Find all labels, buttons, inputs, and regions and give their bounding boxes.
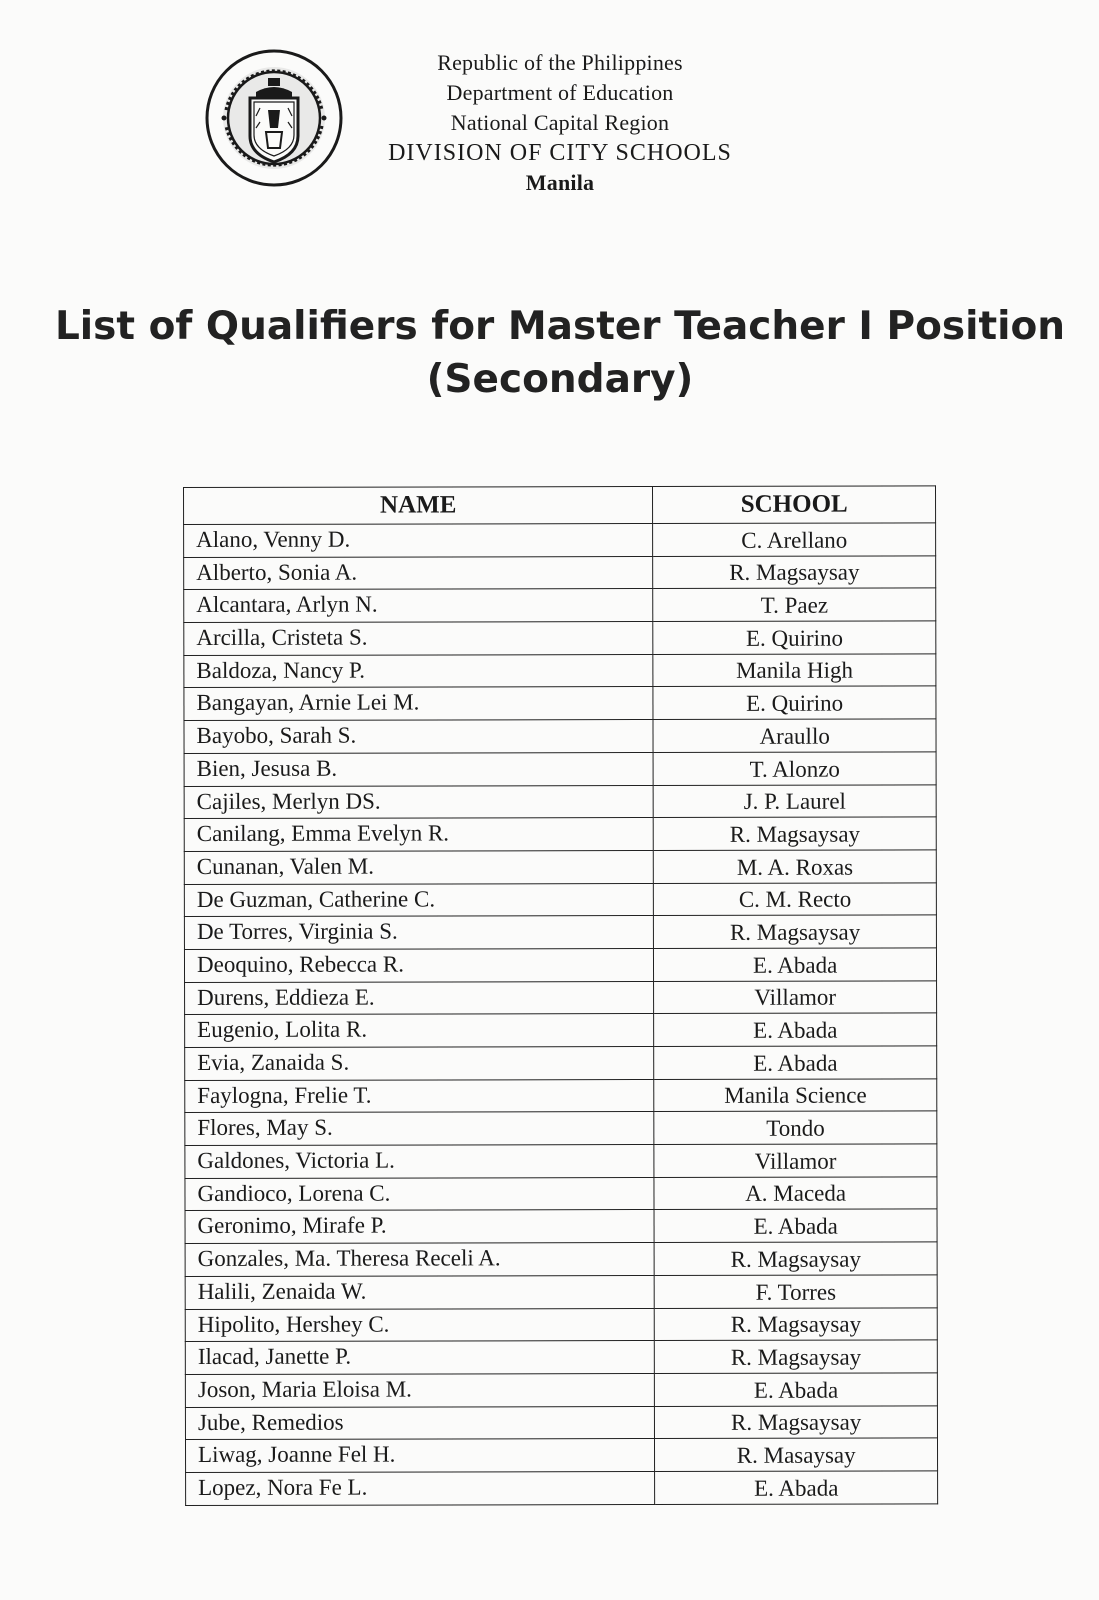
qualifier-school-cell: R. Magsaysay <box>653 556 936 589</box>
table-header-row <box>184 486 936 525</box>
qualifier-name-cell: Flores, May S. <box>185 1112 654 1146</box>
table-row <box>184 915 936 949</box>
table-row <box>185 981 937 1015</box>
qualifier-school-cell: R. Magsaysay <box>654 817 937 850</box>
qualifier-school-cell: R. Magsaysay <box>654 915 937 948</box>
table-row <box>185 1438 937 1472</box>
qualifier-school-cell: E. Abada <box>654 1209 937 1242</box>
table-row <box>185 1046 937 1080</box>
qualifier-name-cell: De Guzman, Catherine C. <box>184 883 653 917</box>
qualifier-school-cell: J. P. Laurel <box>653 784 936 817</box>
qualifier-school-cell: Manila High <box>653 654 936 687</box>
letterhead-division: DIVISION OF CITY SCHOOLS <box>388 140 732 166</box>
qualifier-school-cell: E. Abada <box>655 1471 938 1504</box>
table-row <box>184 882 936 916</box>
qualifier-name-cell: Evia, Zanaida S. <box>185 1047 654 1081</box>
table-row <box>184 588 936 622</box>
qualifier-name-cell: Halili, Zenaida W. <box>185 1275 654 1309</box>
table-row <box>184 556 936 590</box>
table-row <box>185 1209 937 1243</box>
table-row <box>185 1307 937 1341</box>
table-row <box>185 1340 937 1374</box>
table-row <box>184 654 936 688</box>
letterhead-region: National Capital Region <box>450 110 670 135</box>
qualifier-name-cell: Cunanan, Valen M. <box>184 850 653 884</box>
qualifier-school-cell: Villamor <box>654 1144 937 1177</box>
qualifier-name-cell: Eugenio, Lolita R. <box>185 1014 654 1048</box>
letterhead <box>340 48 780 198</box>
qualifier-school-cell: E. Abada <box>654 948 937 981</box>
letterhead-city: Manila <box>525 170 595 195</box>
title-line-1: List of Qualifiers for Master Teacher I Position <box>54 304 1066 349</box>
qualifier-school-cell: E. Abada <box>655 1373 938 1406</box>
name-column-header: NAME <box>184 487 653 525</box>
qualifier-school-cell: Villamor <box>654 981 937 1014</box>
qualifier-school-cell: A. Maceda <box>654 1177 937 1210</box>
qualifier-name-cell: Bayobo, Sarah S. <box>184 720 653 754</box>
qualifier-name-cell: Alcantara, Arlyn N. <box>184 589 653 623</box>
qualifier-name-cell: Deoquino, Rebecca R. <box>184 948 653 982</box>
table-row <box>184 523 936 557</box>
qualifier-name-cell: Faylogna, Frelie T. <box>185 1079 654 1113</box>
qualifier-name-cell: Galdones, Victoria L. <box>185 1145 654 1179</box>
letterhead-republic: Republic of the Philippines <box>437 50 683 75</box>
qualifier-name-cell: Arcilla, Cristeta S. <box>184 622 653 656</box>
table-body <box>184 523 938 1505</box>
table-row <box>185 1405 937 1439</box>
table-row <box>184 686 936 720</box>
qualifier-name-cell: Canilang, Emma Evelyn R. <box>184 818 653 852</box>
qualifier-name-cell: Cajiles, Merlyn DS. <box>184 785 653 819</box>
qualifier-school-cell: R. Magsaysay <box>655 1340 938 1373</box>
title-line-2: (Secondary) <box>426 357 694 402</box>
qualifier-school-cell: R. Magsaysay <box>655 1307 938 1340</box>
qualifier-school-cell: C. Arellano <box>653 523 936 556</box>
qualifier-name-cell: Ilacad, Janette P. <box>185 1341 654 1375</box>
qualifier-name-cell: Bangayan, Arnie Lei M. <box>184 687 653 721</box>
qualifier-school-cell: R. Magsaysay <box>654 1242 937 1275</box>
table-row <box>184 784 936 818</box>
qualifier-school-cell: Araullo <box>653 719 936 752</box>
table-row <box>184 621 936 655</box>
qualifier-name-cell: Liwag, Joanne Fel H. <box>185 1439 654 1473</box>
qualifier-name-cell: De Torres, Virginia S. <box>184 916 653 950</box>
table-row <box>184 948 936 982</box>
qualifier-name-cell: Hipolito, Hershey C. <box>185 1308 654 1342</box>
qualifier-name-cell: Lopez, Nora Fe L. <box>186 1471 655 1505</box>
qualifier-name-cell: Gonzales, Ma. Theresa Receli A. <box>185 1243 654 1277</box>
table-row <box>184 752 936 786</box>
qualifier-school-cell: R. Magsaysay <box>655 1405 938 1438</box>
qualifier-name-cell: Bien, Jesusa B. <box>184 752 653 786</box>
qualifier-school-cell: T. Alonzo <box>653 752 936 785</box>
qualifier-school-cell: E. Abada <box>654 1013 937 1046</box>
table-row <box>184 817 936 851</box>
table-row <box>184 719 936 753</box>
letterhead-department: Department of Education <box>446 80 674 105</box>
qualifier-name-cell: Joson, Maria Eloisa M. <box>185 1373 654 1407</box>
qualifier-name-cell: Alberto, Sonia A. <box>184 556 653 590</box>
table-row <box>185 1111 937 1145</box>
qualifier-name-cell: Jube, Remedios <box>185 1406 654 1440</box>
qualifier-school-cell: Manila Science <box>654 1079 937 1112</box>
table-row <box>185 1242 937 1276</box>
table-row <box>185 1144 937 1178</box>
qualifier-name-cell: Gandioco, Lorena C. <box>185 1177 654 1211</box>
qualifier-school-cell: F. Torres <box>654 1275 937 1308</box>
qualifier-school-cell: Tondo <box>654 1111 937 1144</box>
table-row <box>185 1013 937 1047</box>
qualifier-school-cell: E. Quirino <box>653 621 936 654</box>
qualifier-school-cell: E. Abada <box>654 1046 937 1079</box>
qualifier-school-cell: E. Quirino <box>653 686 936 719</box>
qualifier-name-cell: Geronimo, Mirafe P. <box>185 1210 654 1244</box>
table-row <box>185 1177 937 1211</box>
qualifiers-table <box>183 485 938 1505</box>
qualifier-name-cell: Durens, Eddieza E. <box>185 981 654 1015</box>
document-title <box>40 300 1080 406</box>
qualifier-school-cell: C. M. Recto <box>654 882 937 915</box>
deped-seal-logo <box>204 48 344 188</box>
qualifier-school-cell: M. A. Roxas <box>654 850 937 883</box>
school-column-header: SCHOOL <box>653 486 936 524</box>
table-row <box>185 1373 937 1407</box>
table-row <box>184 850 936 884</box>
table-row <box>186 1471 938 1505</box>
qualifier-name-cell: Baldoza, Nancy P. <box>184 654 653 688</box>
qualifier-school-cell: R. Masaysay <box>655 1438 938 1471</box>
table-row <box>185 1275 937 1309</box>
qualifier-school-cell: T. Paez <box>653 588 936 621</box>
table-row <box>185 1079 937 1113</box>
qualifier-name-cell: Alano, Venny D. <box>184 524 653 558</box>
